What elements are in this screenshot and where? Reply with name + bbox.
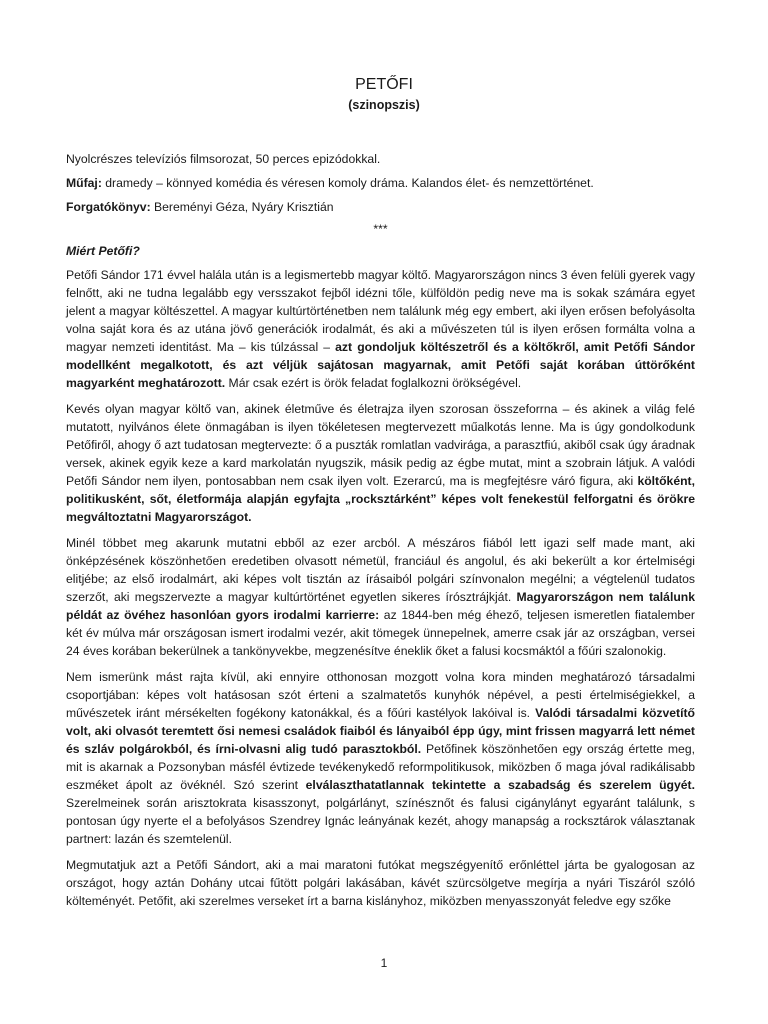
intro-line: Nyolcrészes televíziós filmsorozat, 50 perces epizódokkal. xyxy=(66,152,381,166)
paragraph: Kevés olyan magyar költő van, akinek életműve és életrajza ilyen szorosan összeforrna – és akinek a világ felé mutatott, nyilvános élete önmagában is ilyen tökéletesen megtervezett műalkotás lenne. Ma is úgy gondolkodunk Petőfiről, ahogy ő azt tudatosan megtervezte: ő a puszták romlatlan vadvirága, a parasztfiú, akiből csak úgy áradnak versek, akinek egyik keze a kard markolatán nyugszik, másik pedig az égbe mutat, mint a szobrain látjuk. A valódi Petőfi Sándor nem ilyen, pontosabban nem csak ilyen volt. Ezerarcú, ma is megfejtésre váró figura, aki költőként, politikusként, sőt, életformája alapján egyfajta „rocksztárként” képes volt fenekestül felforgatni és örökre megváltoztatni Magyarországot. xyxy=(66,402,695,524)
paragraph: Minél többet meg akarunk mutatni ebből az ezer arcból. A mészáros fiából lett igazi self made mant, aki önképzésének köszönhetően eredetiben olvasott németül, franciául és angolul, és aki bekerült a kor értelmiségi elitjébe; az első irodalmárt, aki képes volt tisztán az írásaiból polgári színvonalon megélni; a végtelenül tudatos szerzőt, aki megszervezte a magyar kultúrtörténet egyetlen sikeres írósztrájkját. Magyarországon nem találunk példát az övéhez hasonlóan gyors irodalmi karrierre: az 1844-ben még éhező, teljesen ismeretlen fiatalember két év múlva már országosan ismert irodalmi vezér, akit tömegek ünnepelnek, amerre csak jár az országban, versei 24 éves korában bekerülnek a tankönyvekbe, megzenésítve éneklik őket a falusi kocsmáktól a főúri szalonokig. xyxy=(66,536,696,658)
script-line xyxy=(66,198,695,216)
paragraph: Petőfi Sándor 171 évvel halála után is a legismertebb magyar költő. Magyarországon nincs 3 éven felüli gyerek vagy felnőtt, aki ne tudna legalább egy versszakot fejből idézni tőle, külföldön pedig neve ma is sokak számára egyet jelent a magyar költészettel. A magyar kultúrtörténetben nem találunk még egy embert, aki ilyen erősen befolyásolta volna saját kora és az utána jövő generációk irodalmát, és aki a művészeten túl is ilyen erősen formálta volna a magyar nemzeti identitást. Ma – kis túlzással – azt gondoljuk költészetről és a költőkről, amit Petőfi Sándor modellként megalkotott, és azt véljük sajátosan magyarnak, amit Petőfi saját korában úttörőként magyarként meghatározott. Már csak ezért is örök feladat foglalkozni örökségével. xyxy=(66,268,695,390)
section-heading: Miért Petőfi? xyxy=(66,244,140,258)
document-title: PETŐFI xyxy=(355,76,413,93)
document-subtitle: (szinopszis) xyxy=(348,98,420,112)
page-number: 1 xyxy=(380,956,388,970)
genre-line xyxy=(66,174,695,192)
script-label: Forgatókönyv: xyxy=(66,200,151,214)
document-body xyxy=(66,150,695,918)
genre-label: Műfaj: xyxy=(66,176,102,190)
separator: *** xyxy=(373,222,388,236)
paragraph: Megmutatjuk azt a Petőfi Sándort, aki a mai maratoni futókat megszégyenítő erőnléttel járta be gyalogosan az országot, hogy aztán Dohány utcai fűtött polgári lakásában, kávét szürcsölgetve megírja a nyári Tiszáról szóló költeményét. Petőfit, aki szerelmes verseket írt a barna kislányhoz, miközben menyasszonyát feledve egy szőke xyxy=(66,858,695,908)
genre-value: dramedy – könnyed komédia és véresen komoly dráma. Kalandos élet- és nemzettörténet. xyxy=(101,176,594,190)
script-value: Bereményi Géza, Nyáry Krisztián xyxy=(150,200,334,214)
paragraph: Nem ismerünk mást rajta kívül, aki ennyire otthonosan mozgott volna kora minden meghatározó társadalmi csoportjában: képes volt hatásosan szót érteni a szalmatetős kunyhók népével, a pesti értelmiségiekkel, a művészetek iránt mérsékelten fogékony katonákkal, és a főúri kastélyok lakóival is. Valódi társadalmi közvetítő volt, aki olvasót teremtett ősi nemesi családok fiaiból és lányaiból épp úgy, mint frissen magyarrá lett német és szláv polgárokból, és írni-olvasni alig tudó parasztokból. Petőfinek köszönhetően egy ország értette meg, mit is akarnak a Pozsonyban másfél évtizede tevékenykedő reformpolitikusok, miközben ő maga jóval radikálisabb eszméket ápolt az övéknél. Szó szerint elválaszthatatlannak tekintette a szabadság és szerelem ügyét. Szerelmeinek során arisztokrata kisasszonyt, polgárlányt, színésznőt és falusi cigánylányt egyaránt találunk, s pontosan úgy nyerte el a befolyásos Szendrey Ignác leányának kezét, ahogy manapság a rocksztárok választanak partnert: lazán és szemtelenül. xyxy=(66,670,695,846)
